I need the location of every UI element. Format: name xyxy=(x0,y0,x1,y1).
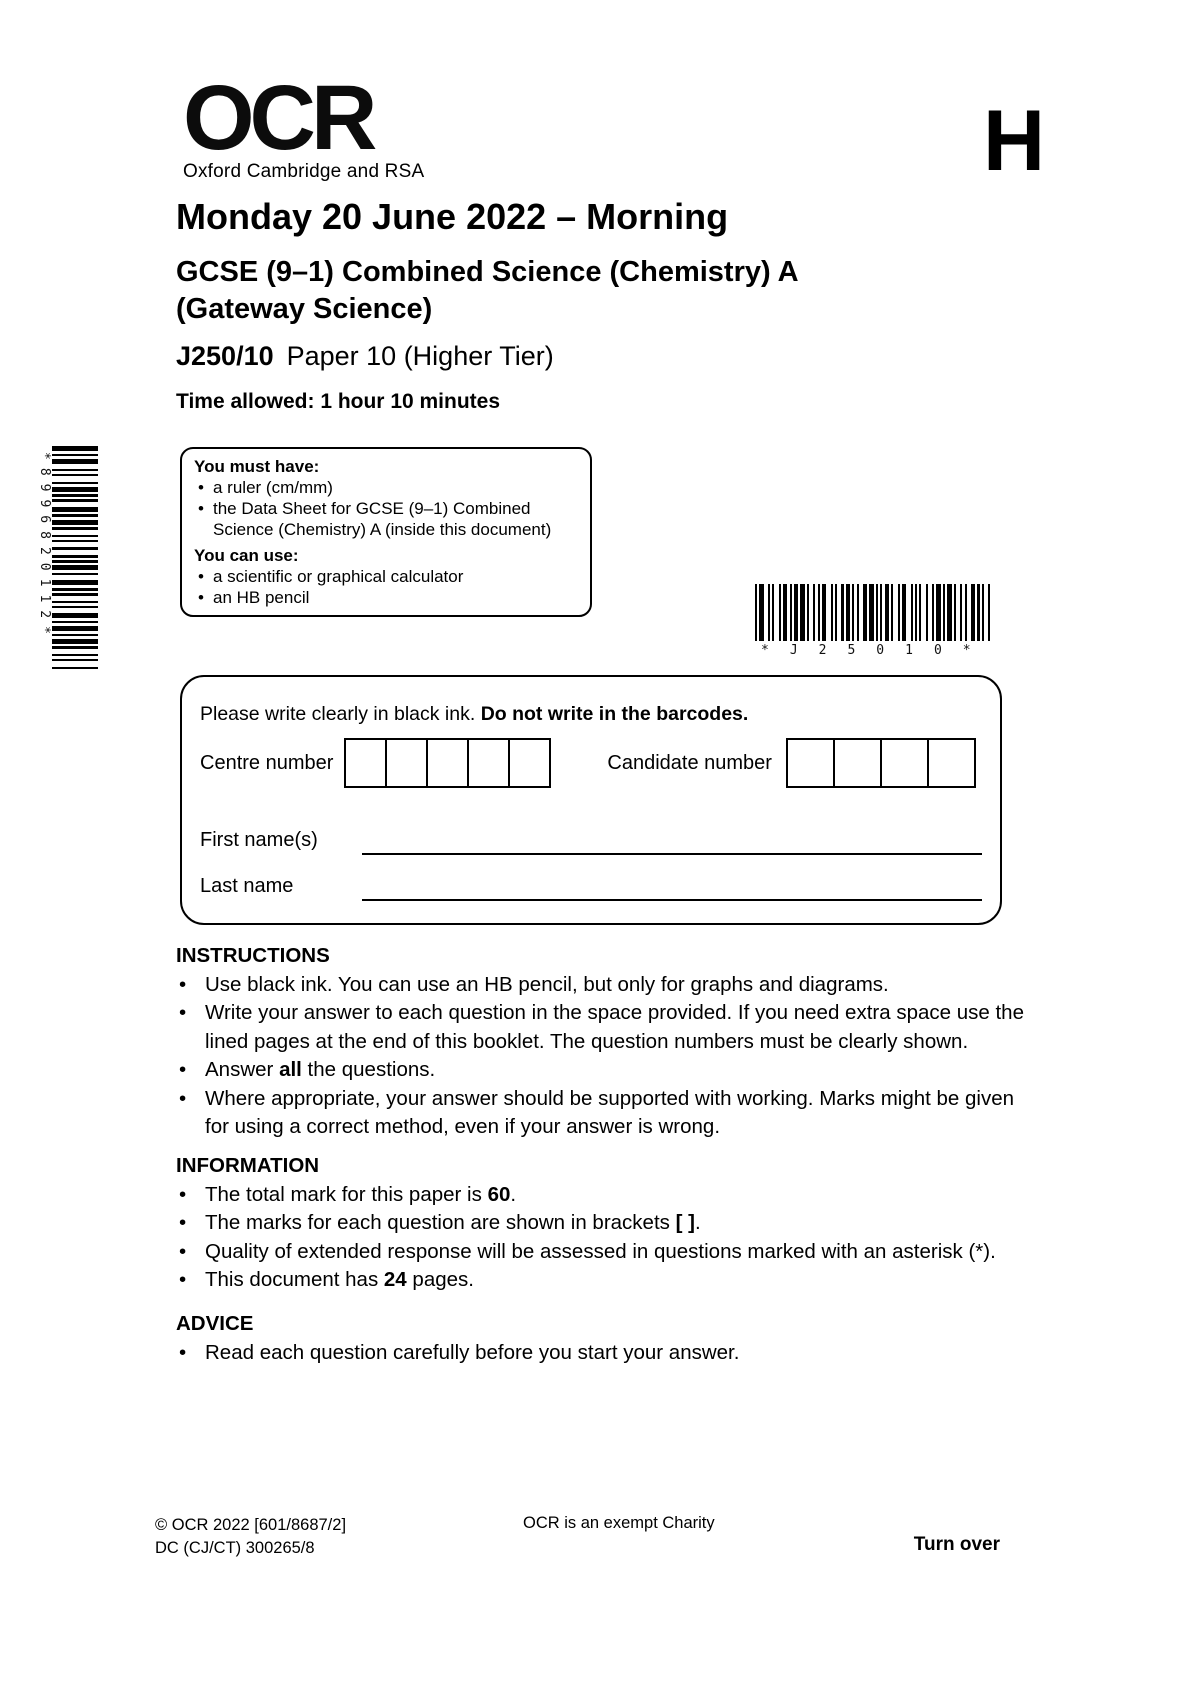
paper-barcode-text: *J25010* xyxy=(761,643,992,658)
candidate-number-field xyxy=(786,738,976,788)
centre-number-cell[interactable] xyxy=(344,738,387,788)
paper-reference xyxy=(176,341,554,372)
centre-number-field xyxy=(344,738,551,788)
footer-copyright: © OCR 2022 [601/8687/2] xyxy=(155,1516,347,1534)
can-use-item: • a scientific or graphical calculator xyxy=(194,566,578,587)
footer-charity-note: OCR is an exempt Charity xyxy=(523,1514,715,1532)
ocr-logo xyxy=(183,67,425,183)
instruction-item: • Use black ink. You can use an HB pencil, but only for graphs and diagrams. xyxy=(176,971,1036,1000)
advice-heading: ADVICE xyxy=(176,1312,254,1335)
can-use-item: • an HB pencil xyxy=(194,587,578,608)
information-item: • The total mark for this paper is 60. xyxy=(176,1181,1036,1210)
ocr-logo-text: OCR xyxy=(183,67,373,169)
candidate-barcode-bars xyxy=(52,446,98,670)
candidate-number-cell[interactable] xyxy=(880,738,929,788)
paper-code: J250/10 xyxy=(176,341,274,371)
information-section xyxy=(176,1152,1036,1295)
candidate-number-cell[interactable] xyxy=(786,738,835,788)
information-item: • This document has 24 pages. xyxy=(176,1266,1036,1295)
candidate-number-cell[interactable] xyxy=(833,738,882,788)
centre-number-label: Centre number xyxy=(200,751,334,774)
centre-number-cell[interactable] xyxy=(426,738,469,788)
ink-instruction-bold: Do not write in the barcodes. xyxy=(480,703,749,725)
candidate-number-label: Candidate number xyxy=(607,751,772,774)
centre-number-cell[interactable] xyxy=(508,738,551,788)
candidate-details-box xyxy=(180,675,1002,925)
instruction-item: • Write your answer to each question in the space provided. If you need extra space use the lined pages at the end of this booklet. The question numbers must be clearly shown. xyxy=(176,999,1036,1056)
candidate-number-cell[interactable] xyxy=(927,738,976,788)
instruction-item: • Where appropriate, your answer should be supported with working. Marks might be given for using a correct method, even if your answer is wrong. xyxy=(176,1085,1036,1142)
paper-name: Paper 10 (Higher Tier) xyxy=(286,341,554,371)
footer-print-code: DC (CJ/CT) 300265/8 xyxy=(155,1539,315,1557)
ink-instruction xyxy=(200,703,982,726)
information-heading: INFORMATION xyxy=(176,1154,320,1177)
number-row xyxy=(200,738,982,788)
ink-instruction-normal: Please write clearly in black ink. xyxy=(200,703,481,725)
first-name-row xyxy=(200,825,982,855)
turn-over-label: Turn over xyxy=(913,1534,1000,1555)
qualification-line2: (Gateway Science) xyxy=(176,293,433,325)
qualification-line1: GCSE (9–1) Combined Science (Chemistry) A xyxy=(176,256,799,288)
must-have-item: • the Data Sheet for GCSE (9–1) Combined Science (Chemistry) A (inside this document) xyxy=(194,498,578,540)
must-have-item: • a ruler (cm/mm) xyxy=(194,477,578,498)
centre-number-cell[interactable] xyxy=(385,738,428,788)
time-allowed: Time allowed: 1 hour 10 minutes xyxy=(176,390,501,413)
information-item: • Quality of extended response will be assessed in questions marked with an asterisk (*). xyxy=(176,1238,1036,1267)
instructions-heading: INSTRUCTIONS xyxy=(176,944,330,967)
advice-section xyxy=(176,1310,1036,1367)
ocr-logo-subtext: Oxford Cambridge and RSA xyxy=(183,161,425,182)
exam-date-title: Monday 20 June 2022 – Morning xyxy=(176,196,729,237)
last-name-row xyxy=(200,871,982,901)
information-item: • The marks for each question are shown in brackets [ ]. xyxy=(176,1209,1036,1238)
qualification-title xyxy=(176,254,799,328)
can-use-heading: You can use: xyxy=(194,546,299,565)
equipment-box xyxy=(180,447,592,617)
paper-barcode xyxy=(755,584,991,658)
must-have-heading: You must have: xyxy=(194,457,320,476)
tier-badge: H xyxy=(983,93,1046,189)
instructions-section xyxy=(176,942,1036,1142)
candidate-barcode-text: *8996820112* xyxy=(37,452,52,642)
instruction-item: • Answer all the questions. xyxy=(176,1056,1036,1085)
last-name-field[interactable] xyxy=(362,869,982,901)
footer-imprint xyxy=(155,1514,346,1560)
first-name-label: First name(s) xyxy=(200,829,318,851)
centre-number-cell[interactable] xyxy=(467,738,510,788)
first-name-field[interactable] xyxy=(362,823,982,855)
paper-barcode-bars xyxy=(755,584,991,641)
last-name-label: Last name xyxy=(200,875,294,897)
advice-item: • Read each question carefully before you start your answer. xyxy=(176,1339,1036,1368)
